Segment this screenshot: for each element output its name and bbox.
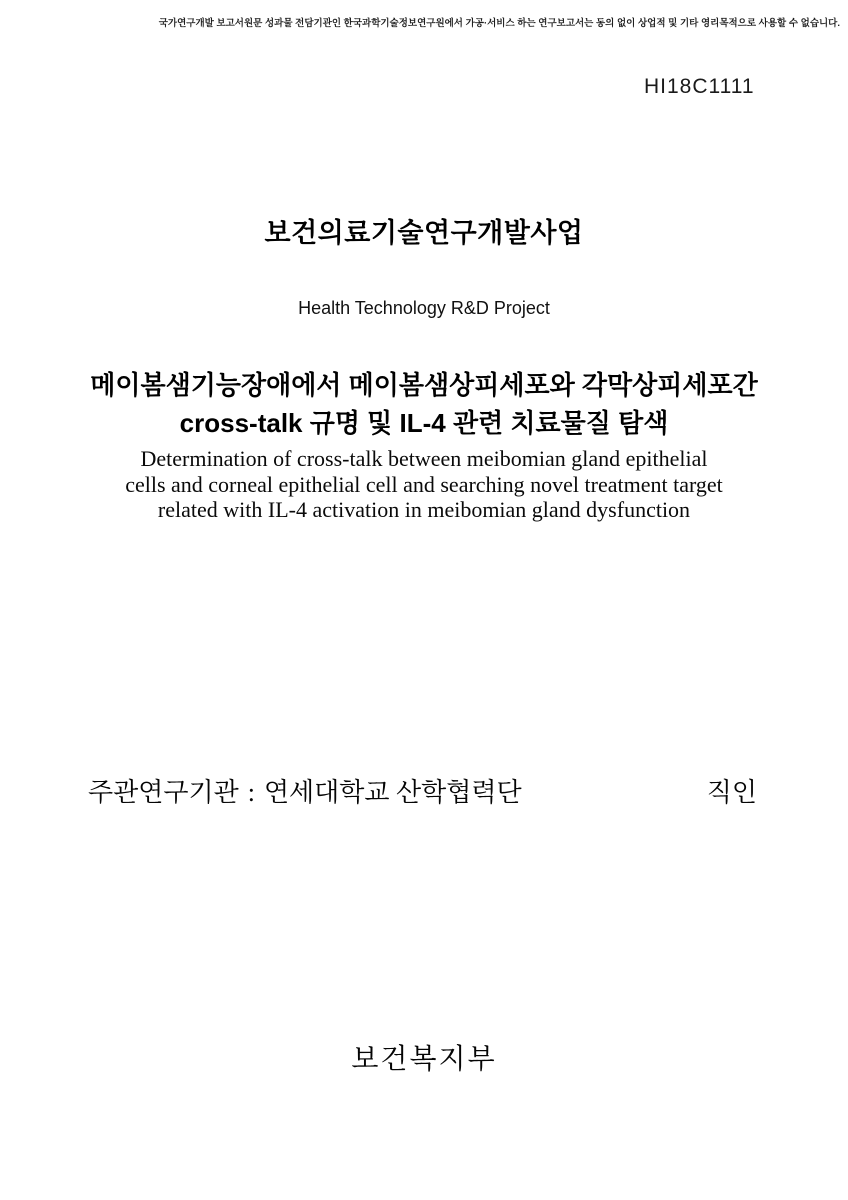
copyright-disclaimer: 국가연구개발 보고서원문 성과물 전담기관인 한국과학기술정보연구원에서 가공·서비스 하는 연구보고서는 동의 없이 상업적 및 기타 영리목적으로 사용할 수 없습니다. — [158, 18, 840, 29]
seal-label: 직인 — [706, 778, 757, 807]
report-code: HI18C1111 — [644, 75, 755, 98]
lead-organization-line — [88, 772, 522, 809]
project-title-english-line-2: cells and corneal epithelial cell and searching novel treatment target — [125, 471, 723, 497]
project-title-korean-line-1: 메이봄샘기능장애에서 메이봄샘상피세포와 각막상피세포간 — [90, 370, 758, 400]
program-title-english: Health Technology R&D Project — [298, 298, 550, 318]
lead-organization-name: 연세대학교 산학협력단 — [263, 778, 522, 807]
program-title-korean: 보건의료기술연구개발사업 — [264, 218, 584, 248]
project-title-korean-line-2: cross-talk 규명 및 IL-4 관련 치료물질 탐색 — [179, 408, 669, 438]
project-title-block — [0, 366, 848, 523]
project-title-english-block — [0, 446, 848, 523]
lead-organization-separator: : — [247, 778, 255, 807]
project-title-english-line-3: related with IL-4 activation in meibomian gland dysfunction — [157, 497, 691, 522]
lead-organization-label: 주관연구기관 — [88, 778, 239, 807]
lead-organization-row — [88, 772, 757, 809]
ministry-name: 보건복지부 — [351, 1044, 497, 1075]
project-title-english-line-1: Determination of cross-talk between meibomian gland epithelial — [140, 446, 708, 471]
